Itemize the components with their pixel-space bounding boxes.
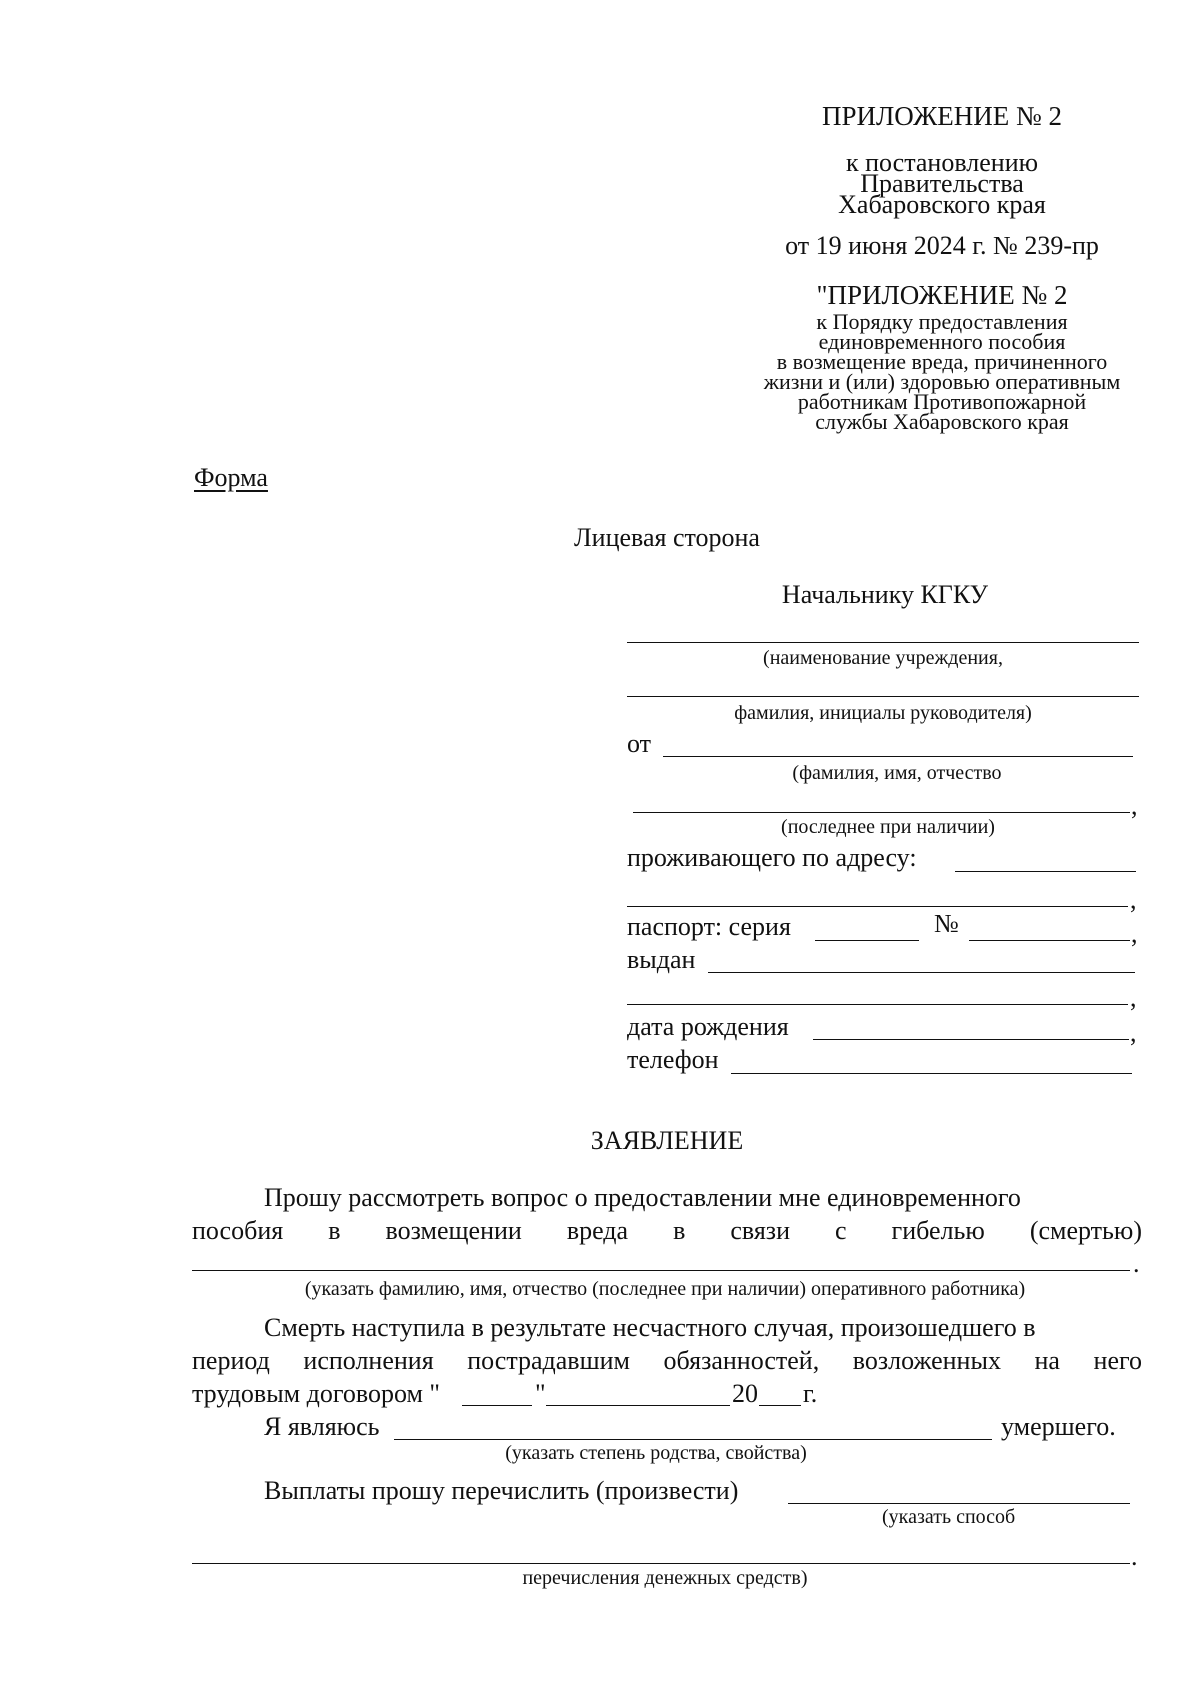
decree-date: от 19 июня 2024 г. № 239-пр: [785, 231, 1099, 260]
issued-label: выдан: [627, 945, 696, 974]
p2-line-3: трудовым договором ": [192, 1379, 441, 1408]
birth-label: дата рождения: [627, 1012, 789, 1041]
comma: ,: [1130, 885, 1137, 914]
worker-line[interactable]: [192, 1270, 1130, 1271]
inner-appendix-title: "ПРИЛОЖЕНИЕ № 2: [816, 280, 1068, 310]
comma: ,: [1131, 919, 1138, 948]
p1-line-1: Прошу рассмотреть вопрос о предоставлении мне единовременного: [264, 1183, 1021, 1212]
order-line: единовременного пособия: [818, 329, 1066, 354]
payment-end: .: [1131, 1542, 1138, 1571]
passport-series-line[interactable]: [815, 940, 919, 941]
hint-head: фамилия, инициалы руководителя): [734, 702, 1032, 724]
hint-institution: (наименование учреждения,: [763, 647, 1003, 669]
institution-line[interactable]: [627, 642, 1139, 643]
passport-number-label: №: [934, 909, 959, 938]
hint-fio: (фамилия, имя, отчество: [792, 762, 1002, 784]
addressee-to: Начальнику КГКУ: [781, 580, 989, 609]
decree-line-3: Хабаровского края: [838, 190, 1046, 219]
relation-end: умершего.: [1001, 1412, 1116, 1441]
comma: ,: [1130, 1018, 1137, 1047]
comma: ,: [1131, 791, 1138, 820]
p1-line-2: пособия в возмещении вреда в связи с гибелью (смертью): [192, 1216, 1142, 1245]
address-line[interactable]: [955, 871, 1136, 872]
form-label: Форма: [194, 463, 268, 492]
relation-label: Я являюсь: [264, 1412, 380, 1441]
fio-line-2[interactable]: [633, 812, 1130, 813]
year-line[interactable]: [759, 1405, 801, 1406]
address-line-2[interactable]: [627, 906, 1128, 907]
p2-year: 20: [732, 1379, 758, 1408]
order-line: в возмещение вреда, причиненного: [776, 349, 1108, 374]
address-label: проживающего по адресу:: [627, 843, 917, 872]
day-line[interactable]: [462, 1405, 532, 1406]
hint-payment-2: перечисления денежных средств): [522, 1567, 808, 1589]
relation-line[interactable]: [394, 1439, 992, 1440]
issued-line[interactable]: [708, 972, 1135, 973]
order-line: службы Хабаровского края: [815, 409, 1069, 434]
order-line: к Порядку предоставления: [816, 309, 1068, 334]
p1-end: .: [1133, 1249, 1140, 1278]
decree-line-2: Правительства: [860, 169, 1024, 198]
payment-line[interactable]: [788, 1503, 1130, 1504]
p2-quote: ": [535, 1379, 546, 1408]
hint-patronymic: (последнее при наличии): [781, 816, 995, 838]
birth-line[interactable]: [813, 1039, 1129, 1040]
phone-label: телефон: [627, 1045, 719, 1074]
issued-line-2[interactable]: [627, 1004, 1128, 1005]
payment-label: Выплаты прошу перечислить (произвести): [264, 1476, 739, 1505]
decree-line-1: к постановлению: [845, 148, 1039, 177]
comma: ,: [1130, 983, 1137, 1012]
p2-end: г.: [803, 1379, 818, 1408]
order-line: работникам Противопожарной: [797, 389, 1087, 414]
p2-line-1: Смерть наступила в результате несчастного случая, произошедшего в: [264, 1313, 1036, 1342]
hint-worker: (указать фамилию, имя, отчество (последнее при наличии) оперативного работника): [304, 1278, 1026, 1300]
from-label: от: [627, 729, 652, 758]
passport-series-label: паспорт: серия: [627, 912, 791, 941]
hint-relation: (указать степень родства, свойства): [505, 1442, 807, 1464]
fio-line[interactable]: [663, 756, 1133, 757]
payment-line-2[interactable]: [192, 1563, 1130, 1564]
phone-line[interactable]: [731, 1073, 1132, 1074]
month-line[interactable]: [546, 1405, 730, 1406]
head-line[interactable]: [627, 696, 1139, 697]
statement-title: ЗАЯВЛЕНИЕ: [590, 1126, 744, 1155]
appendix-title: ПРИЛОЖЕНИЕ № 2: [821, 101, 1063, 131]
order-line: жизни и (или) здоровью оперативным: [763, 369, 1121, 394]
p2-line-2: период исполнения пострадавшим обязанностей, возложенных на него: [192, 1346, 1142, 1375]
hint-payment-1: (указать способ: [882, 1506, 1016, 1528]
side-label: Лицевая сторона: [574, 523, 760, 552]
passport-number-line[interactable]: [969, 940, 1130, 941]
